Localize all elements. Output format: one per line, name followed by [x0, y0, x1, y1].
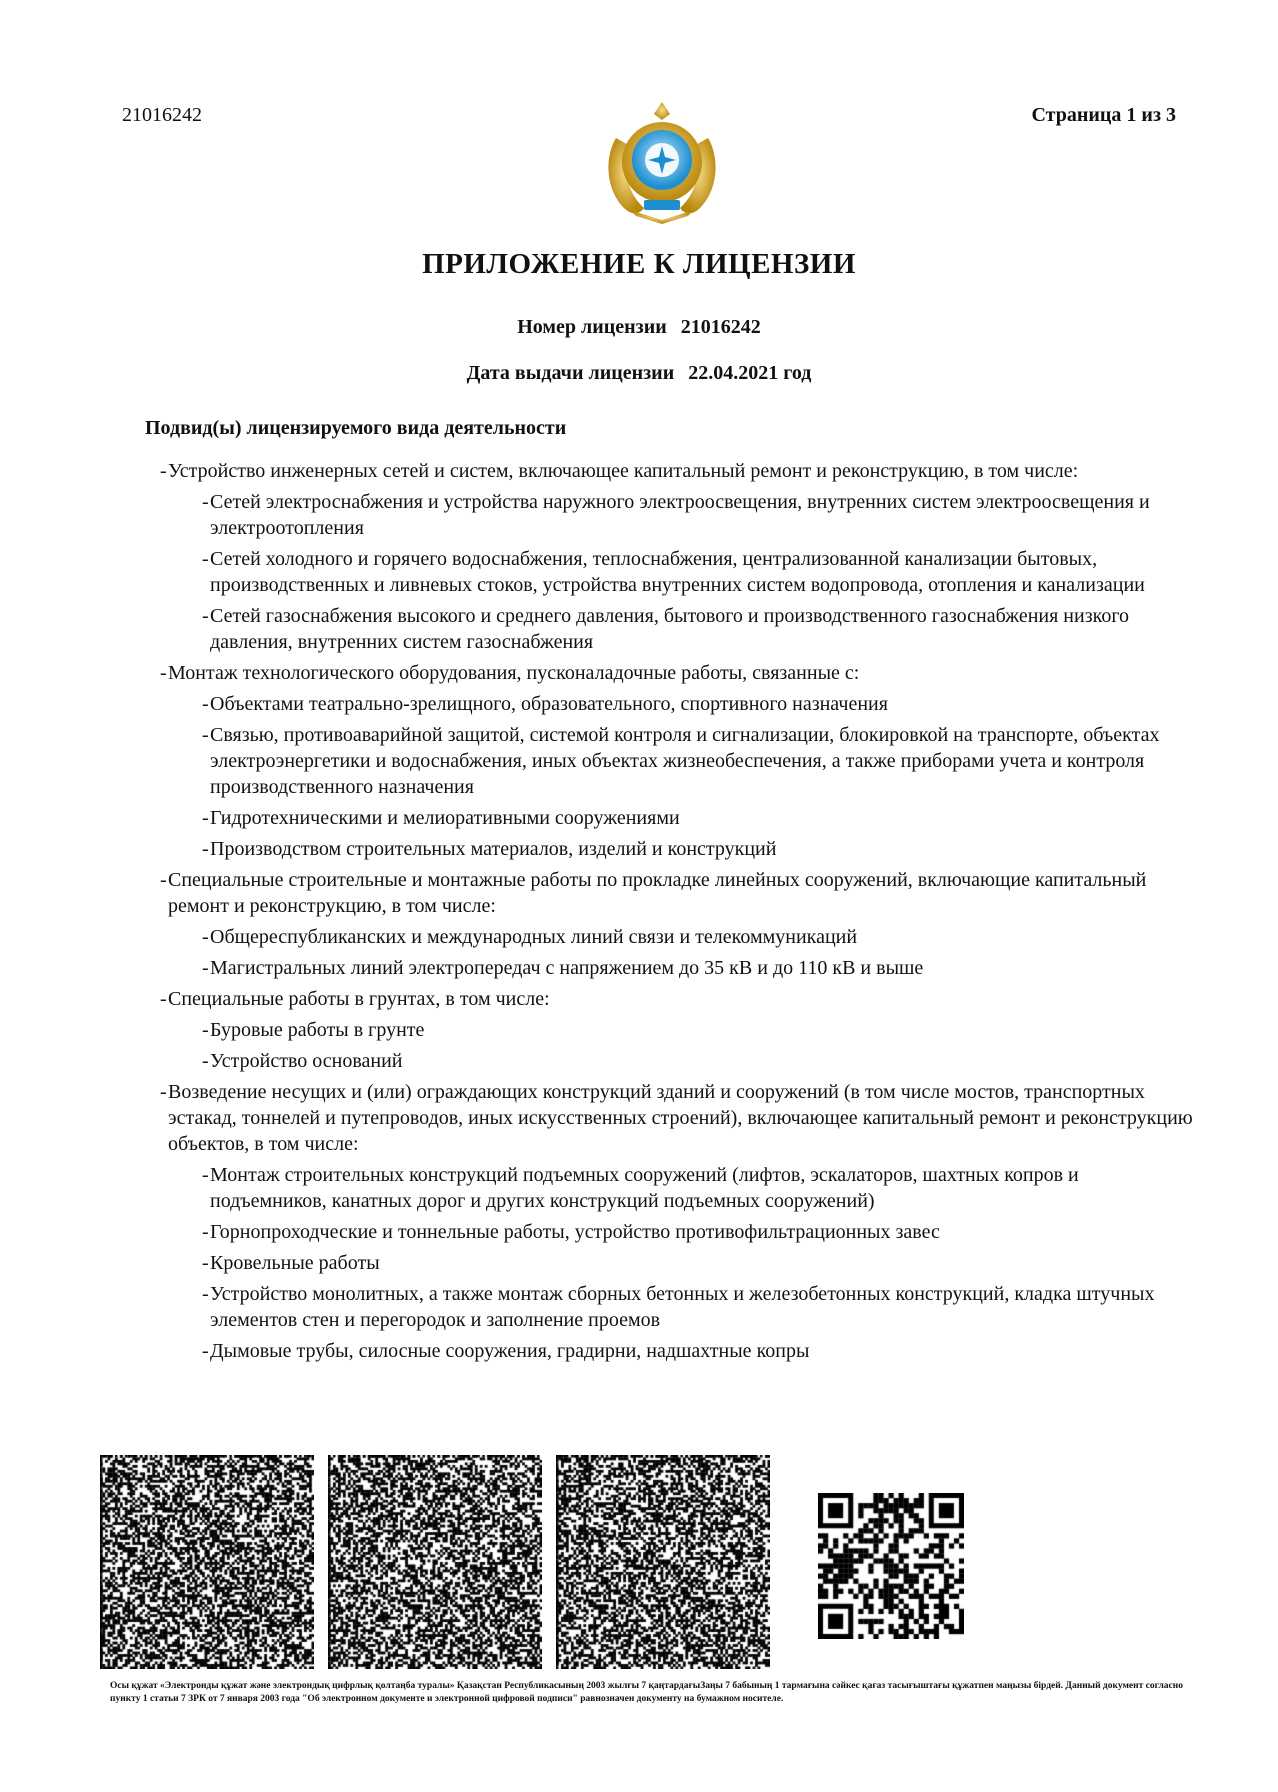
activity-text: Объектами театрально-зрелищного, образовательного, спортивного назначения [210, 693, 888, 715]
activity-subitem [150, 1219, 1200, 1245]
list-dash: - [202, 1050, 209, 1072]
activity-text: Сетей электроснабжения и устройства наружного электроосвещения, внутренних систем электроосвещения и электроотопления [210, 491, 1150, 539]
activity-list [150, 458, 1200, 1369]
activity-subitem [150, 1017, 1200, 1043]
activity-subitem [150, 836, 1200, 862]
activity-item [150, 986, 1200, 1012]
activity-item [150, 458, 1200, 484]
qr-codes [100, 1455, 1200, 1675]
activity-text: Горнопроходческие и тоннельные работы, устройство противофильтрационных завес [210, 1221, 940, 1243]
activity-text: Устройство оснований [210, 1050, 403, 1072]
activity-item [150, 867, 1200, 919]
activity-subitem [150, 546, 1200, 598]
activity-text: Специальные строительные и монтажные работы по прокладке линейных сооружений, включающие капитальный ремонт и реконструкцию, в том числе: [168, 869, 1147, 917]
list-dash: - [202, 548, 209, 570]
list-dash: - [202, 1019, 209, 1041]
qr-code-icon [556, 1455, 770, 1669]
activity-subitem [150, 1281, 1200, 1333]
list-dash: - [202, 807, 209, 829]
activity-subitem [150, 489, 1200, 541]
list-dash: - [202, 957, 209, 979]
activity-text: Дымовые трубы, силосные сооружения, градирни, надшахтные копры [210, 1340, 810, 1362]
list-dash: - [160, 988, 167, 1010]
activity-text: Устройство монолитных, а также монтаж сборных бетонных и железобетонных конструкций, кладка штучных элементов стен и перегородок и заполнение проемов [210, 1283, 1155, 1331]
activity-text: Устройство инженерных сетей и систем, включающее капитальный ремонт и реконструкцию, в том числе: [168, 460, 1079, 482]
list-dash: - [160, 869, 167, 891]
issue-date-value: 22.04.2021 год [688, 362, 812, 384]
activity-subitem [150, 805, 1200, 831]
activity-text: Возведение несущих и (или) ограждающих конструкций зданий и сооружений (в том числе мостов, транспортных эстакад, тоннелей и путепроводов, иных искусственных строений), включающее капитальный ремонт и реконструкцию объектов, в том числе: [168, 1081, 1193, 1155]
activity-text: Сетей газоснабжения высокого и среднего давления, бытового и производственного газоснабжения низкого давления, внутренних систем газоснабжения [210, 605, 1130, 653]
activity-item [150, 1079, 1200, 1157]
issue-date-row [0, 362, 1278, 385]
list-dash: - [160, 460, 167, 482]
issue-date-label: Дата выдачи лицензии [466, 362, 675, 384]
state-emblem-icon [600, 98, 724, 224]
list-dash: - [202, 1164, 209, 1186]
activity-text: Сетей холодного и горячего водоснабжения, теплоснабжения, централизованной канализации бытовых, производственных и ливневых стоков, устройства внутренних систем водопровода, отопления и канализации [210, 548, 1145, 596]
activity-text: Специальные работы в грунтах, в том числе: [168, 988, 550, 1010]
list-dash: - [202, 605, 209, 627]
list-dash: - [202, 926, 209, 948]
activity-subitem [150, 722, 1200, 800]
list-dash: - [202, 1340, 209, 1362]
activity-subitem [150, 1048, 1200, 1074]
list-dash: - [160, 662, 167, 684]
page-indicator: Страница 1 из 3 [1031, 104, 1176, 126]
qr-code-icon [818, 1493, 964, 1639]
activity-subitem [150, 691, 1200, 717]
activity-text: Магистральных линий электропередач с напряжением до 35 кВ и до 110 кВ и выше [210, 957, 924, 979]
list-dash: - [202, 491, 209, 513]
activity-subitem [150, 1338, 1200, 1364]
activity-subitem [150, 603, 1200, 655]
list-dash: - [202, 1221, 209, 1243]
activity-text: Буровые работы в грунте [210, 1019, 425, 1041]
activity-text: Кровельные работы [210, 1252, 380, 1274]
document-title: ПРИЛОЖЕНИЕ К ЛИЦЕНЗИИ [422, 248, 856, 280]
activity-text: Монтаж строительных конструкций подъемных сооружений (лифтов, эскалаторов, шахтных копров и подъемников, канатных дорог и других конструкций подъемных сооружений) [210, 1164, 1079, 1212]
activity-subitem [150, 955, 1200, 981]
list-dash: - [202, 693, 209, 715]
list-dash: - [202, 1283, 209, 1305]
activity-text: Производством строительных материалов, изделий и конструкций [210, 838, 777, 860]
list-dash: - [160, 1081, 167, 1103]
activity-text: Связью, противоаварийной защитой, системой контроля и сигнализации, блокировкой на транспорте, объектах электроэнергетики и водоснабжения, иных объектах жизнеобеспечения, а также приборами учета и контроля производственного назначения [210, 724, 1160, 798]
license-number-label: Номер лицензии [517, 316, 667, 338]
license-number-row [0, 316, 1278, 339]
activity-text: Гидротехническими и мелиоративными сооружениями [210, 807, 680, 829]
license-number-value: 21016242 [680, 316, 761, 338]
activity-subitem [150, 1162, 1200, 1214]
activity-subitem [150, 1250, 1200, 1276]
activity-text: Общереспубликанских и международных линий связи и телекоммуникаций [210, 926, 858, 948]
list-dash: - [202, 724, 209, 746]
activity-item [150, 660, 1200, 686]
list-dash: - [202, 1252, 209, 1274]
section-heading: Подвид(ы) лицензируемого вида деятельности [145, 417, 567, 439]
list-dash: - [202, 838, 209, 860]
qr-code-icon [100, 1455, 314, 1669]
document-number: 21016242 [122, 104, 202, 126]
activity-subitem [150, 924, 1200, 950]
footer-legal-note: Осы құжат «Электронды құжат және электрондық цифрлық қолтаңба туралы» Қазақстан Республикасының 2003 жылғы 7 қаңтардағыЗаңы 7 бабының 1 тармағына сәйкес қағаз тасығыштағы құжатпен маңызы бірдей. Данный документ согласно пункту 1 статьи 7 ЗРК от 7 января 2003 года "Об электронном документе и электронной цифровой подписи" равнозначен документу на бумажном носителе. [110, 1681, 1183, 1704]
activity-text: Монтаж технологического оборудования, пусконаладочные работы, связанные с: [168, 662, 860, 684]
qr-code-icon [328, 1455, 542, 1669]
